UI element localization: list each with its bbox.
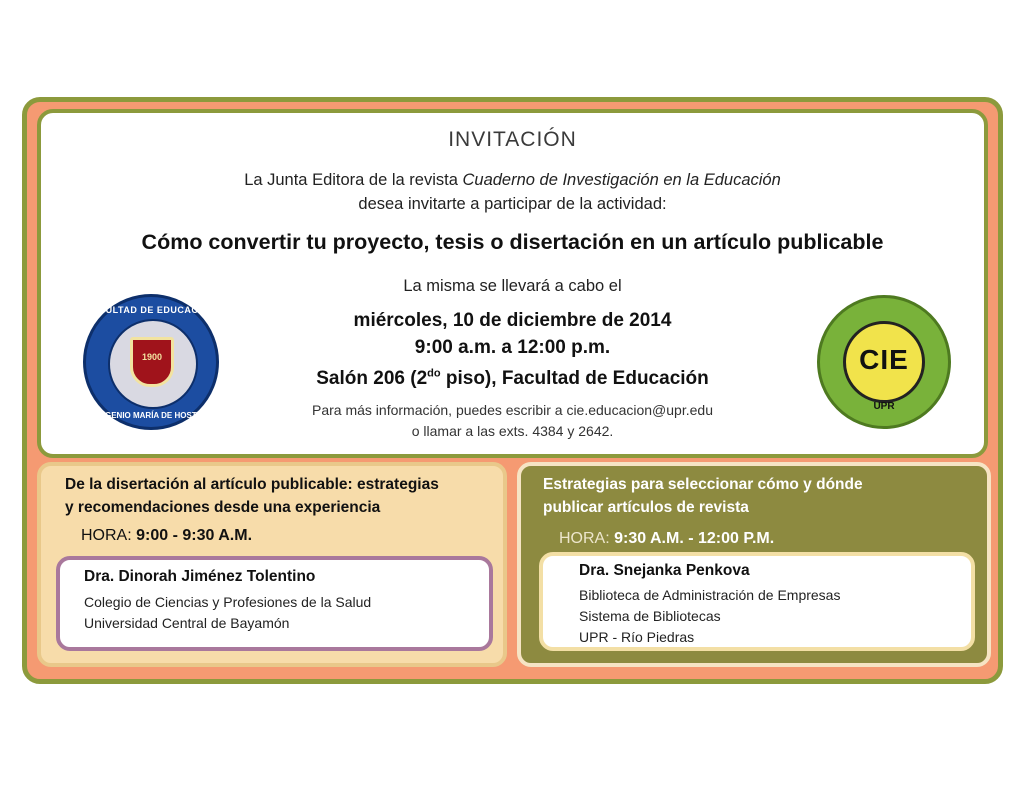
- event-time: 9:00 a.m. a 12:00 p.m.: [414, 337, 611, 358]
- speaker-2-affiliation: Biblioteca de Administración de Empresas Sistema de Bibliotecas UPR - Río Piedras: [579, 587, 841, 645]
- contact-email-line: Para más información, puedes escribir a cie.educacion@upr.edu: [312, 402, 713, 418]
- intro-text: [41, 168, 984, 216]
- cie-upr-text: UPR: [873, 401, 895, 412]
- event-date: miércoles, 10 de diciembre de 2014: [353, 310, 672, 331]
- session-1-title: De la disertación al artículo publicable: estrategias y recomendaciones desde una experiencia: [65, 476, 439, 516]
- contact-phone-line: o llamar a las exts. 4384 y 2642.: [411, 423, 614, 439]
- intro-line2: desea invitarte a participar de la actividad:: [358, 195, 667, 213]
- seal-bottom-text: EUGENIO MARÍA DE HOSTOS: [93, 411, 209, 420]
- cie-seal-logo: [817, 295, 951, 429]
- session-2-title: Estrategias para seleccionar cómo y dónde publicar artículos de revista: [543, 476, 863, 516]
- intro-line1-prefix: La Junta Editora de la revista: [244, 171, 463, 189]
- invitation-panel: [37, 109, 988, 458]
- speaker-2-name: Dra. Snejanka Penkova: [579, 562, 750, 579]
- journal-name: Cuaderno de Investigación en la Educación: [462, 171, 781, 189]
- session-box-1: [37, 462, 507, 667]
- faculty-seal-logo: [83, 294, 219, 430]
- session-1-time: HORA: 9:00 - 9:30 A.M.: [81, 527, 253, 544]
- seal-top-text: FACULTAD DE EDUCACIÓN: [86, 305, 216, 315]
- session-1-speaker-card: [56, 556, 493, 651]
- cie-letters: CIE: [859, 344, 909, 375]
- speaker-1-affiliation: Colegio de Ciencias y Profesiones de la Salud Universidad Central de Bayamón: [84, 594, 372, 631]
- session-2-time: HORA: 9:30 A.M. - 12:00 P.M.: [559, 530, 775, 547]
- session-2-speaker-card: [539, 552, 975, 651]
- event-room: Salón 206 ($2^{do}$ piso), Facultad de Educación: [316, 368, 709, 390]
- seal-year: 1900: [141, 352, 163, 362]
- same-line: La misma se llevará a cabo el: [403, 277, 622, 295]
- session-box-2: [517, 462, 991, 667]
- invitation-title: INVITACIÓN: [448, 128, 577, 151]
- speaker-1-name: Dra. Dinorah Jiménez Tolentino: [84, 568, 316, 585]
- seal-shield-icon: [130, 337, 174, 387]
- activity-headline: Cómo convertir tu proyecto, tesis o disertación en un artículo publicable: [141, 230, 884, 254]
